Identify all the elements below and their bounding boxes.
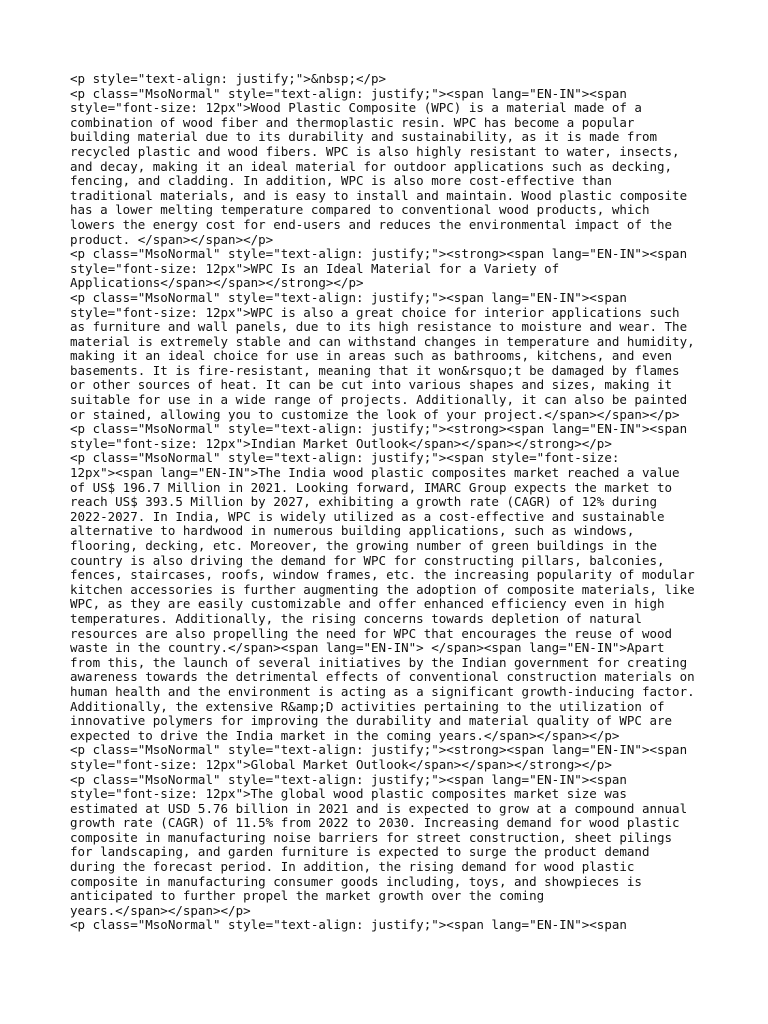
source-line: during the forecast period. In addition, the rising demand for wood plastic — [70, 859, 635, 875]
source-line: fences, staircases, roofs, window frames, etc. the increasing popularity of modular — [70, 567, 695, 583]
source-line: expected to drive the India market in the coming years.</span></span></p> — [70, 727, 620, 743]
source-line: years.</span></span></p> — [70, 902, 251, 918]
source-line: innovative polymers for improving the durability and material quality of WPC are — [70, 713, 673, 729]
source-line: suitable for use in a wide range of projects. Additionally, it can also be painted — [70, 392, 688, 408]
source-line: <p class="MsoNormal" style="text-align: justify;"><span lang="EN-IN"><span — [70, 917, 627, 933]
source-line: style="font-size: 12px">The global wood plastic composites market size was — [70, 786, 627, 802]
source-line: composite in manufacturing noise barriers for street construction, sheet pilings — [70, 829, 673, 845]
source-line: estimated at USD 5.76 billion in 2021 and is expected to grow at a compound annual — [70, 800, 688, 816]
source-line: style="font-size: 12px">WPC Is an Ideal Material for a Variety of — [70, 260, 560, 276]
source-line: building material due to its durability and sustainability, as it is made from — [70, 129, 657, 145]
source-line: human health and the environment is acting as a significant growth-inducing factor. — [70, 683, 695, 699]
source-line: style="font-size: 12px">Indian Market Outlook</span></span></strong></p> — [70, 435, 612, 451]
source-line: making it an ideal choice for use in areas such as bathrooms, kitchens, and even — [70, 348, 673, 364]
source-line: kitchen accessories is further augmenting the adoption of composite materials, like — [70, 581, 695, 597]
source-line: Applications</span></span></strong></p> — [70, 275, 364, 291]
source-line: composite in manufacturing consumer goods including, toys, and showpieces is — [70, 873, 642, 889]
source-line: style="font-size: 12px">Global Market Outlook</span></span></strong></p> — [70, 756, 612, 772]
source-line: flooring, decking, etc. Moreover, the growing number of green buildings in the — [70, 538, 657, 553]
source-line: temperatures. Additionally, the rising concerns towards depletion of natural — [70, 610, 642, 626]
source-line: <p class="MsoNormal" style="text-align: justify;"><span style="font-size: — [70, 450, 620, 466]
source-line: basements. It is fire-resistant, meaning that it won&rsquo;t be damaged by flames — [70, 362, 680, 378]
source-line: and decay, making it an ideal material for outdoor applications such as decking, — [70, 158, 673, 174]
source-line: from this, the launch of several initiatives by the Indian government for creating — [70, 654, 688, 670]
source-line: has a lower melting temperature compared to conventional wood products, which — [70, 202, 650, 218]
source-line: country is also driving the demand for WPC for constructing pillars, balconies, — [70, 552, 665, 568]
source-line: <p class="MsoNormal" style="text-align: justify;"><span lang="EN-IN"><span — [70, 771, 627, 787]
source-line: lowers the energy cost for end-users and reduces the environmental impact of the — [70, 216, 673, 232]
source-line: <p class="MsoNormal" style="text-align: justify;"><strong><span lang="EN-IN"><span — [70, 246, 688, 262]
source-line: product. </span></span></p> — [70, 231, 274, 247]
source-line: anticipated to further propel the market growth over the coming — [70, 888, 545, 904]
source-line: growth rate (CAGR) of 11.5% from 2022 to 2030. Increasing demand for wood plastic — [70, 815, 680, 831]
source-line: 2022-2027. In India, WPC is widely utilized as a cost-effective and sustainable — [70, 508, 665, 524]
source-line: fencing, and cladding. In addition, WPC is also more cost-effective than — [70, 173, 612, 189]
source-line: traditional materials, and is easy to install and maintain. Wood plastic composite — [70, 187, 688, 203]
source-line: reach US$ 393.5 Million by 2027, exhibiting a growth rate (CAGR) of 12% during — [70, 494, 657, 510]
source-line: recycled plastic and wood fibers. WPC is also highly resistant to water, insects, — [70, 143, 680, 159]
html-source-text — [70, 72, 750, 933]
source-line: combination of wood fiber and thermoplastic resin. WPC has become a popular — [70, 114, 635, 130]
source-line: WPC, as they are easily customizable and offer enhanced efficiency even in high — [70, 596, 665, 612]
source-line: alternative to hardwood in numerous building applications, such as windows, — [70, 523, 635, 539]
source-line: <p style="text-align: justify;">&nbsp;</p> — [70, 71, 387, 86]
source-line: resources are also propelling the need for WPC that encourages the reuse of wood — [70, 625, 673, 641]
source-line: as furniture and wall panels, due to its high resistance to moisture and wear. The — [70, 319, 688, 335]
source-line: <p class="MsoNormal" style="text-align: justify;"><strong><span lang="EN-IN"><span — [70, 421, 688, 437]
source-line: <p class="MsoNormal" style="text-align: justify;"><strong><span lang="EN-IN"><span — [70, 742, 688, 758]
source-line: <p class="MsoNormal" style="text-align: justify;"><span lang="EN-IN"><span — [70, 289, 627, 305]
source-line: of US$ 196.7 Million in 2021. Looking forward, IMARC Group expects the market to — [70, 479, 673, 495]
source-line: 12px"><span lang="EN-IN">The India wood plastic composites market reached a value — [70, 465, 680, 481]
source-line: awareness towards the detrimental effects of conventional construction materials on — [70, 669, 695, 685]
source-line: style="font-size: 12px">WPC is also a great choice for interior applications such — [70, 304, 680, 320]
source-line: for landscaping, and garden furniture is expected to surge the product demand — [70, 844, 650, 860]
source-line: or stained, allowing you to customize the look of your project.</span></span></p> — [70, 406, 680, 422]
source-line: style="font-size: 12px">Wood Plastic Composite (WPC) is a material made of a — [70, 100, 642, 116]
source-line: waste in the country.</span><span lang="EN-IN"> </span><span lang="EN-IN">Apart — [70, 640, 665, 656]
source-line: Additionally, the extensive R&amp;D activities pertaining to the utilization of — [70, 698, 665, 714]
source-line: or other sources of heat. It can be cut into various shapes and sizes, making it — [70, 377, 673, 393]
source-line: <p class="MsoNormal" style="text-align: justify;"><span lang="EN-IN"><span — [70, 85, 627, 101]
source-line: material is extremely stable and can withstand changes in temperature and humidity, — [70, 333, 695, 349]
